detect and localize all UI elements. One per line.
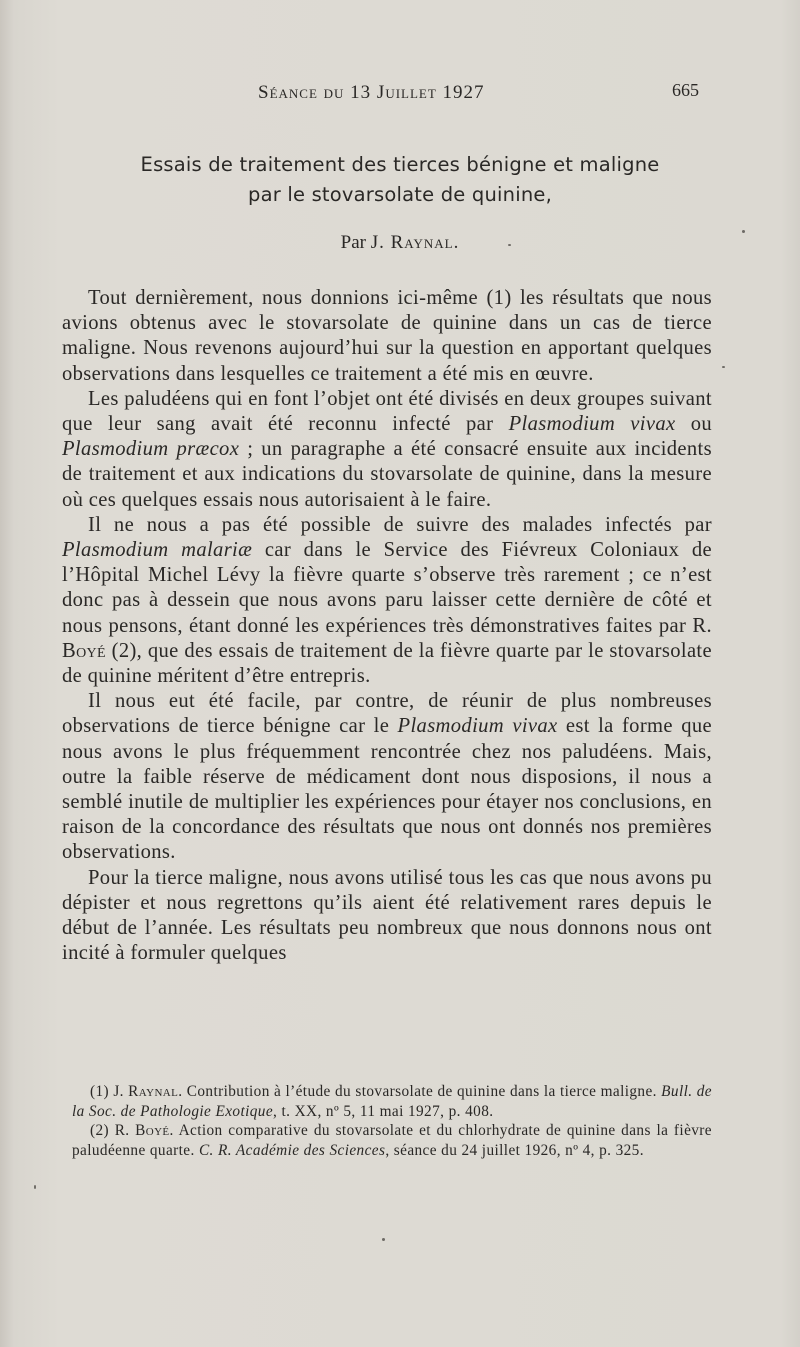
journal-title: C. R. Académie des Sciences — [198, 1141, 386, 1159]
footnote-marker: (2) — [90, 1122, 110, 1139]
footnote-author: R. Boyé. — [114, 1122, 174, 1139]
footnote: (1) J. Raynal. Contribution à l’étude du stovarsolate de quinine dans la tierce maligne. Bull. de la Soc. de Pathologie Exotique, t. XX, nº 5, 11 mai 1927, p. 408. — [72, 1083, 712, 1120]
paragraph: Pour la tierce maligne, nous avons utilisé tous les cas que nous avons pu dépister et nous regrettons qu’ils aient été relativement rares depuis le début de l’année. Les résultats peu nombreux que nous donnons nous ont incité à formuler quelques — [62, 866, 712, 965]
article-title-line-1: Essais de traitement des tierces bénigne et maligne — [140, 153, 660, 176]
footnote-marker: (1) — [90, 1083, 110, 1100]
byline — [0, 232, 800, 254]
footnotes — [72, 1082, 712, 1160]
paper-speck — [34, 1185, 36, 1189]
running-head — [0, 78, 800, 106]
article-title — [60, 150, 740, 210]
species-name: Plasmodium malariæ — [62, 539, 253, 562]
paragraph: Il nous eut été facile, par contre, de réunir de plus nombreuses observations de tierce bénigne car le Plasmodium vivax est la forme que nous avons le plus fréquemment rencontrée chez nos paludéens. Mais, outre la faible réserve de médicament dont nous disposions, il nous a semblé inutile de multiplier les expériences pour étayer nos conclusions, en raison de la concordance des résultats que nous ont donnés nos premières observations. — [62, 690, 712, 864]
paragraph: Il ne nous a pas été possible de suivre des malades infectés par Plasmodium malariæ car dans le Service des Fiévreux Coloniaux de l’Hôpital Michel Lévy la fièvre quarte s’observe très rarement ; ce n’est donc pas à dessein que nous avons paru laisser cette dernière de côté et nous pensons, étant donné les expériences très démonstratives faites par R. Boyé (2), que des essais de traitement de la fièvre quarte par le stovarsolate de quinine méritent d’être entrepris. — [62, 513, 713, 688]
paper-speck — [382, 1238, 385, 1241]
running-title: Séance du 13 Juillet 1927 — [258, 82, 485, 103]
paper-speck — [508, 244, 511, 246]
paragraph: Les paludéens qui en font l’objet ont été divisés en deux groupes suivant que leur sang avait été reconnu infecté par Plasmodium vivax ou Plasmodium præcox ; un paragraphe a été consacré ensuite aux incidents de traitement et aux indications du stovarsolate de quinine, dans la mesure où ces quelques essais nous autorisaient à le faire. — [62, 387, 712, 511]
byline-author: J. Raynal. — [370, 232, 460, 253]
footnote-author: J. Raynal. — [113, 1083, 183, 1100]
paragraph: Tout dernièrement, nous donnions ici-même (1) les résultats que nous avions obtenus avec le stovarsolate de quinine dans un cas de tierce maligne. Nous revenons aujourd’hui sur la question en apportant quelques observations dans lesquelles ce traitement a été mis en œuvre. — [62, 287, 712, 385]
paper-speck — [722, 366, 725, 368]
species-name: Plasmodium vivax — [508, 413, 676, 436]
page-number: 665 — [672, 80, 699, 100]
paper-speck — [742, 230, 745, 233]
species-name: Plasmodium præcox — [62, 438, 240, 461]
article-title-line-2: par le stovarsolate de quinine, — [248, 183, 552, 206]
species-name: Plasmodium vivax — [397, 715, 558, 738]
byline-prefix: Par — [340, 232, 366, 253]
journal-title: Bull. de la Soc. de Pathologie Exotique — [72, 1083, 712, 1120]
cited-author: R. Boyé — [62, 614, 712, 662]
footnote: (2) R. Boyé. Action comparative du stovarsolate et du chlorhydrate de quinine dans la fièvre paludéenne quarte. C. R. Académie des Sciences, séance du 24 juillet 1926, nº 4, p. 325. — [72, 1122, 712, 1159]
body-text — [62, 286, 712, 966]
